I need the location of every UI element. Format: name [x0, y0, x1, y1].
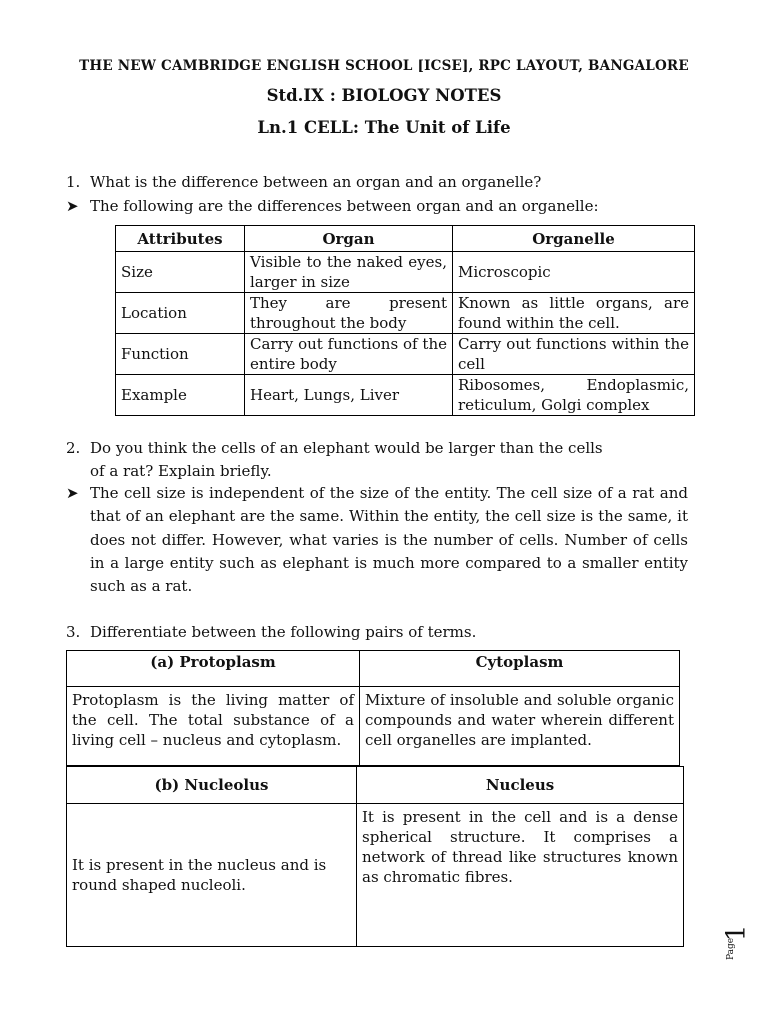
- table-row: [116, 293, 695, 334]
- table-header-row: [67, 651, 680, 687]
- table-cell: Carry out functions within the cell: [453, 334, 695, 375]
- question-number: 2.: [66, 439, 81, 457]
- table-cell: Example: [116, 375, 245, 416]
- organ-organelle-table: [115, 225, 695, 416]
- table-header: Attributes: [116, 226, 245, 252]
- answer-text: The cell size is independent of the size of the entity. The cell size of a rat and that of an elephant are the same. Within the entity, the cell size is the same, it does not differ. However, what varies is the number of cells. Number of cells in a large entity such as elephant is much more compared to a smaller entity such as a rat.: [90, 484, 688, 596]
- table-cell: Visible to the naked eyes, larger in size: [245, 252, 453, 293]
- question-number: 3.: [66, 623, 81, 641]
- page-label: Page: [726, 937, 736, 960]
- question-text: Differentiate between the following pairs of terms.: [90, 623, 477, 641]
- table-row: [116, 375, 695, 416]
- standard-title: Std.IX : BIOLOGY NOTES: [266, 86, 502, 105]
- question-text: Do you think the cells of an elephant would be larger than the cells: [90, 439, 603, 457]
- question-2: [66, 437, 603, 482]
- table-cell: They are present throughout the body: [245, 293, 453, 334]
- table-cell: It is present in the nucleus and is round shaped nucleoli.: [67, 804, 357, 947]
- table-header: Organelle: [453, 226, 695, 252]
- question-3: [66, 621, 476, 644]
- table-header-row: [67, 767, 684, 804]
- protoplasm-cytoplasm-table: [66, 650, 680, 766]
- table-cell: Microscopic: [453, 252, 695, 293]
- table-header: (b) Nucleolus: [67, 767, 357, 804]
- table-cell: It is present in the cell and is a dense spherical structure. It comprises a network of thread like structures known as chromatic fibres.: [357, 804, 684, 947]
- arrow-bullet-icon: ➤: [66, 197, 79, 215]
- page-number: [718, 918, 758, 958]
- table-header: Nucleus: [357, 767, 684, 804]
- table-header: Organ: [245, 226, 453, 252]
- question-text: of a rat? Explain briefly.: [90, 461, 272, 480]
- answer-2: [66, 482, 688, 598]
- table-header-row: [116, 226, 695, 252]
- nucleolus-nucleus-table: [66, 766, 684, 947]
- question-number: 1.: [66, 173, 81, 191]
- question-text: What is the difference between an organ and an organelle?: [90, 173, 542, 191]
- table-cell: Size: [116, 252, 245, 293]
- answer-text: The following are the differences between organ and an organelle:: [90, 197, 599, 215]
- table-cell: Carry out functions of the entire body: [245, 334, 453, 375]
- table-cell: Heart, Lungs, Liver: [245, 375, 453, 416]
- table-cell: Ribosomes, Endoplasmic, reticulum, Golgi complex: [453, 375, 695, 416]
- table-row: [67, 804, 684, 947]
- table-cell: Function: [116, 334, 245, 375]
- table-header: Cytoplasm: [360, 651, 680, 687]
- arrow-bullet-icon: ➤: [66, 484, 79, 502]
- table-cell: Mixture of insoluble and soluble organic compounds and water wherein different cell organelles are implanted.: [360, 687, 680, 766]
- table-row: [116, 252, 695, 293]
- table-cell: Known as little organs, are found within the cell.: [453, 293, 695, 334]
- answer-1-intro: [66, 195, 688, 218]
- table-row: [67, 687, 680, 766]
- table-cell: Protoplasm is the living matter of the cell. The total substance of a living cell – nucleus and cytoplasm.: [67, 687, 360, 766]
- page-number-value: 1: [721, 924, 752, 942]
- table-cell: Location: [116, 293, 245, 334]
- table-row: [116, 334, 695, 375]
- lesson-title: Ln.1 CELL: The Unit of Life: [257, 118, 511, 137]
- question-1: [66, 171, 541, 194]
- school-name: THE NEW CAMBRIDGE ENGLISH SCHOOL [ICSE], RPC LAYOUT, BANGALORE: [79, 58, 689, 74]
- table-header: (a) Protoplasm: [67, 651, 360, 687]
